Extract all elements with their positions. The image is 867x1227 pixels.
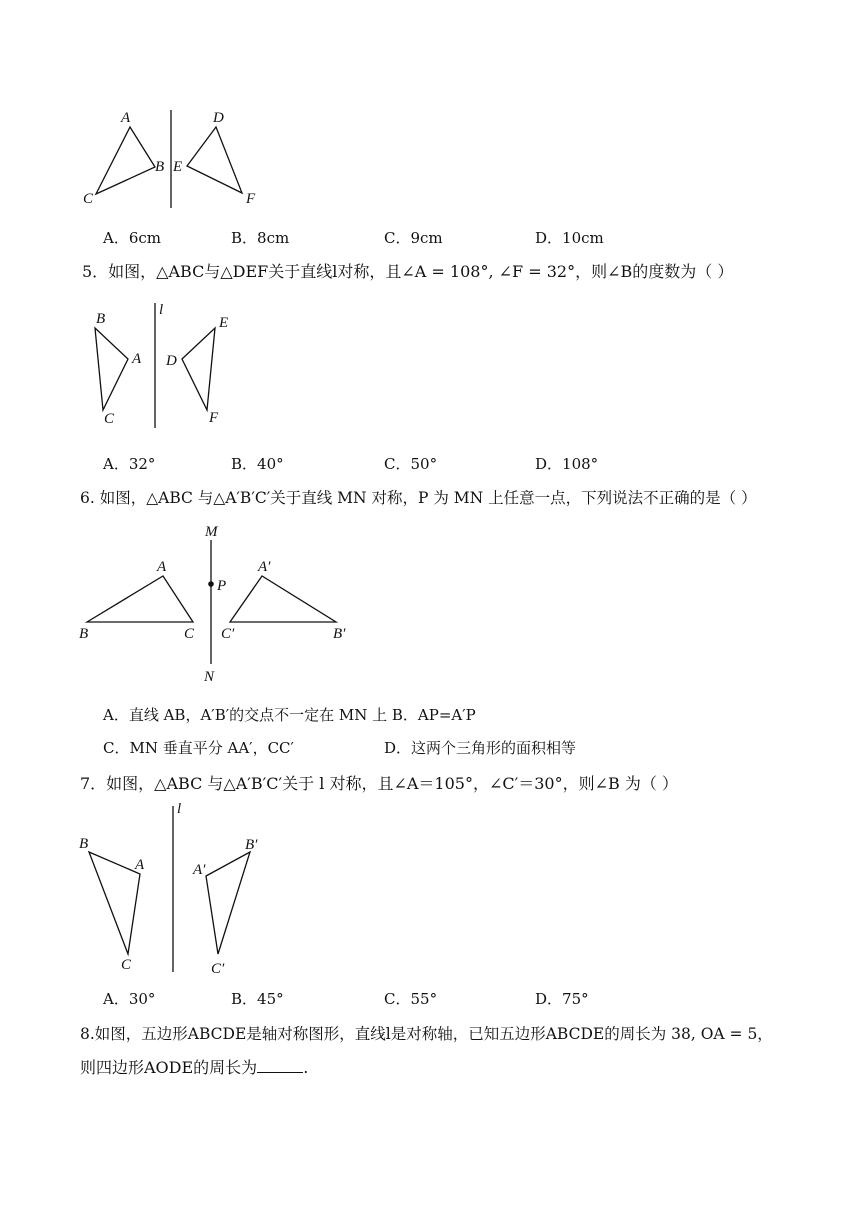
q7-triangle-abc (89, 852, 140, 954)
q5-option-c: C．50° (384, 455, 438, 473)
q5-label-d: D (166, 353, 177, 369)
q4-label-f: F (246, 191, 256, 207)
q5-option-a: A．32° (103, 455, 156, 473)
q7-label-c: C (121, 957, 132, 973)
q7-label-c-prime: C′ (211, 961, 225, 977)
q5-label-c: C (104, 411, 115, 427)
q4-option-a: A．6cm (103, 229, 162, 247)
q4-label-a: A (121, 110, 131, 126)
q4-label-e: E (173, 159, 183, 175)
q6-label-a-prime: A′ (258, 559, 271, 575)
q4-label-d: D (213, 110, 224, 126)
q4-option-c: C．9cm (384, 229, 443, 247)
q8-question-line1: 8.如图，五边形ABCDE是轴对称图形，直线l是对称轴，已知五边形ABCDE的周长为 38, OA = 5， (80, 1025, 773, 1043)
q6-label-n: N (204, 669, 215, 685)
q6-option-c: C．MN 垂直平分 AA′，CC′ (103, 739, 294, 757)
q4-option-b: B．8cm (231, 229, 290, 247)
q7-label-a: A (135, 857, 145, 873)
q6-label-b-prime: B′ (333, 626, 346, 642)
q6-label-p: P (217, 578, 227, 594)
q6-label-b: B (79, 626, 89, 642)
q5-label-l: l (159, 302, 164, 318)
q5-label-e: E (219, 315, 229, 331)
q7-label-b: B (79, 836, 89, 852)
q6-option-d: D．这两个三角形的面积相等 (384, 739, 577, 757)
q5-label-b: B (96, 311, 106, 327)
q4-option-d: D．10cm (535, 229, 604, 247)
q7-label-l: l (177, 801, 182, 817)
q7-option-b: B．45° (231, 990, 284, 1008)
q6-label-c-prime: C′ (221, 626, 235, 642)
q5-option-d: D．108° (535, 455, 599, 473)
q7-option-a: A．30° (103, 990, 156, 1008)
q8-answer-blank[interactable] (257, 1058, 303, 1073)
q5-option-b: B．40° (231, 455, 284, 473)
q7-option-c: C．55° (384, 990, 438, 1008)
q7-triangle-a1b1c1 (206, 852, 250, 954)
q6-option-ab: A．直线 AB，A′B′的交点不一定在 MN 上 B．AP=A′P (103, 706, 476, 724)
q4-label-b: B (155, 159, 165, 175)
q5-question-text: 5．如图，△ABC与△DEF关于直线l对称，且∠A = 108°, ∠F = 32°，则∠B的度数为（ ） (82, 262, 734, 281)
q7-label-b-prime: B′ (245, 837, 258, 853)
q6-label-m: M (205, 524, 218, 540)
q6-label-c: C (184, 626, 195, 642)
q7-option-d: D．75° (535, 990, 589, 1008)
q8-line2-text: 则四边形AODE的周长为 (80, 1058, 258, 1077)
q5-label-a: A (132, 351, 142, 367)
q5-label-f: F (209, 410, 219, 426)
q6-question-text: 6. 如图，△ABC 与△A′B′C′关于直线 MN 对称，P 为 MN 上任意一点，下列说法不正确的是（ ） (80, 489, 757, 507)
q7-question-text: 7．如图，△ABC 与△A′B′C′关于 l 对称，且∠A＝105°，∠C′＝30°，则∠B 为（ ） (80, 774, 678, 793)
q8-line2-end: . (303, 1058, 309, 1077)
q4-label-c: C (83, 191, 94, 207)
q6-label-a: A (157, 559, 167, 575)
q7-label-a-prime: A′ (193, 862, 206, 878)
q8-question-line2 (80, 1055, 308, 1078)
